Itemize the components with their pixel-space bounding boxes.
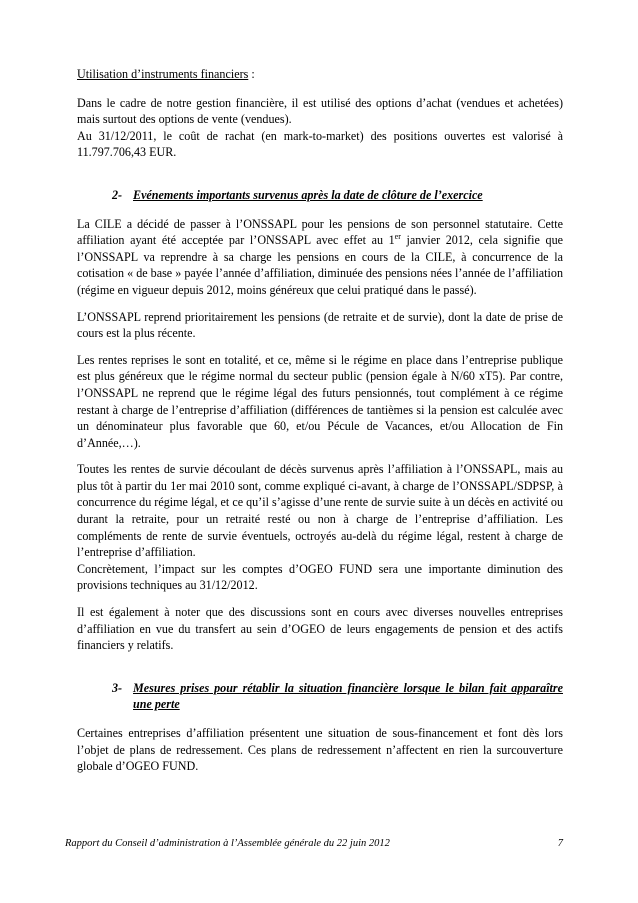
section-2-paragraph-2: L’ONSSAPL reprend prioritairement les pensions (de retraite et de survie), dont la date de prise de cours est la plus récente. (77, 309, 563, 341)
section-2-paragraph-1-b: janvier 2012, cela signifie que l’ONSSAPL va reprendre à sa charge les pensions en cours de la CILE, à concurrence de la cotisation « de base » payée l’année d’affiliation, diminuée des pensions nées l’année de l’affiliation (régime en vigueur depuis 2012, moins généreux que celui pratiqué dans le passé). (77, 233, 563, 297)
page-number: 7 (557, 838, 563, 849)
section-2-paragraph-1 (77, 216, 563, 299)
section-3-number: 3- (112, 680, 123, 695)
section-intro-title: Utilisation d’instruments financiers (77, 67, 249, 81)
section-2-paragraph-1-a: La CILE a décidé de passer à l’ONSSAPL pour les pensions de son personnel statutaire. Cette affiliation ayant été acceptée par l’ONSSAPL avec effet au 1 (77, 216, 563, 248)
section-intro-paragraph-1: Dans le cadre de notre gestion financière, il est utilisé des options d’achat (vendues et achetées) mais surtout des options de vente (vendues). (77, 95, 563, 127)
section-intro-heading (77, 66, 563, 83)
section-intro-title-suffix: : (248, 67, 255, 81)
section-2-paragraph-3: Les rentes reprises le sont en totalité, et ce, même si le régime en place dans l’entreprise publique est plus généreux que le régime normal du secteur public (pension égale à N/60 xT5). Par contre, l’ONSSAPL ne reprend que le régime légal des futurs pensionnés, tout complément à ce régime restant à charge de l’entreprise d’affiliation (différences de tantièmes si la pension est calculée avec un dénominateur plus favorable que 60, et/ou Pécule de Vacances, et/ou Allocation de Fin d’Année,…). (77, 352, 563, 450)
footer-text: Rapport du Conseil d’administration à l’Assemblée générale du 22 juin 2012 (65, 838, 390, 849)
section-3-title: Mesures prises pour rétablir la situation financière lorsque le bilan fait apparaître une perte (133, 680, 563, 712)
section-2-heading (77, 187, 563, 204)
section-intro-paragraph-2: Au 31/12/2011, le coût de rachat (en mark-to-market) des positions ouvertes est valorisé à 11.797.706,43 EUR. (77, 128, 563, 160)
section-2-paragraph-4: Toutes les rentes de survie découlant de décès survenus après l’affiliation à l’ONSSAPL, mais au plus tôt à partir du 1er mai 2010 sont, comme expliqué ci-avant, à charge de l’ONSSAPL/SDPSP, à concurrence du régime légal, et ce qu’il s’agisse d’une rente de survie suite à un décès en activité ou durant la retraite, pour un retraité resté ou non à charge de l’entreprise d’affiliation. Les compléments de rente de survie éventuels, octroyés au-delà du régime légal, restent à charge de l’entreprise d’affiliation. (77, 462, 563, 560)
section-2-paragraph-6: Il est également à noter que des discussions sont en cours avec diverses nouvelles entreprises d’affiliation en vue du transfert au sein d’OGEO de leurs engagements de pension et des actifs financiers y relatifs. (77, 605, 563, 653)
section-3-heading (77, 680, 563, 713)
section-2-number: 2- (112, 187, 123, 202)
section-3-paragraph-1: Certaines entreprises d’affiliation présentent une situation de sous-financement et font dès lors l’objet de plans de redressement. Ces plans de redressement n’affectent en rien la surcouverture globale d’OGEO FUND. (77, 726, 563, 774)
page-content (77, 66, 563, 775)
section-2-paragraph-5: Concrètement, l’impact sur les comptes d’OGEO FUND sera une importante diminution des provisions techniques au 31/12/2012. (77, 561, 563, 593)
section-2-title: Evénements importants survenus après la date de clôture de l’exercice (133, 187, 483, 202)
section-2-paragraph-1-sup: er (394, 232, 401, 242)
page-footer (65, 838, 563, 849)
